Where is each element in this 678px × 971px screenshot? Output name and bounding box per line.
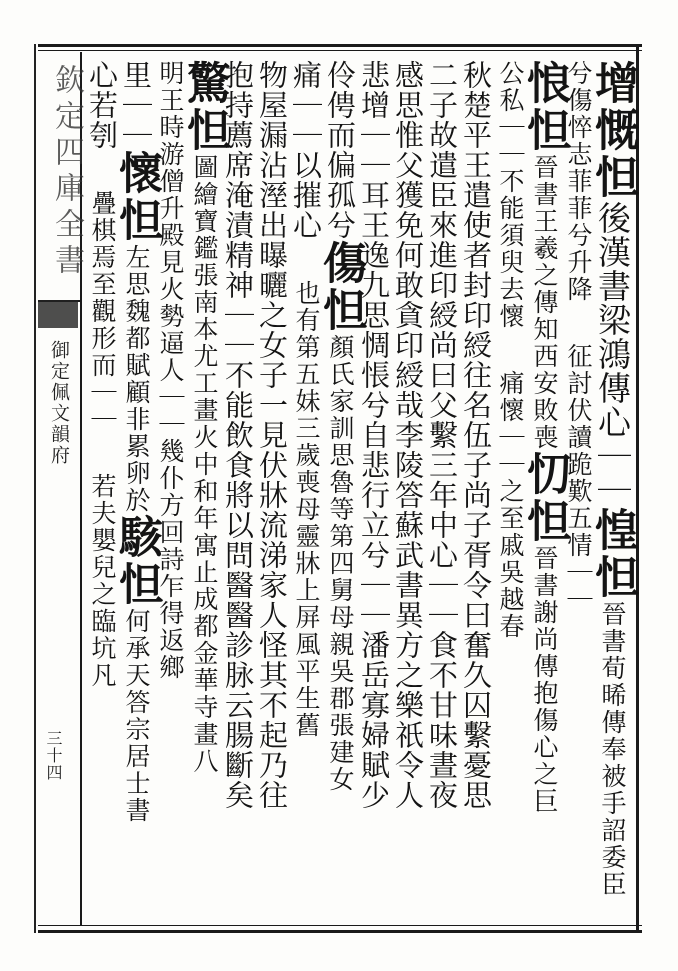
entry-headword: 怛 <box>111 561 162 608</box>
entry-text: 心若刳 <box>85 60 119 150</box>
fish-tail-mark <box>38 300 78 328</box>
left-border-rule <box>34 44 36 933</box>
entry-text: 物屋漏沾溼出曝曬之女子一見伏牀流涕家人怪其不起乃往 <box>255 60 289 810</box>
entry-headword: 悢 <box>519 60 570 107</box>
entry-text <box>83 433 122 473</box>
entry-headword: 怛 <box>519 498 570 545</box>
entry-text: 公私｜｜不能須臾去懷 <box>496 60 525 330</box>
entry-text: 感思惟父獲免何敢貪印綬哉李陵答蘇武書異方之樂祇令人 <box>391 60 425 810</box>
entry-text: 左思魏都賦顧非累卵於 <box>122 244 151 514</box>
bottom-border-rule <box>38 930 642 933</box>
entry-text: 若夫嬰兒之臨坑凡 <box>88 473 117 689</box>
entry-headword: 駭 <box>111 514 162 561</box>
margin-sub-title: 御定佩文韻府 <box>48 340 70 466</box>
entry-text: 也有第五妹三歲喪母靈牀上屏風平生舊 <box>292 280 321 739</box>
entry-text: 顏氏家訓思魯等第四舅母親吳郡張建女 <box>326 334 355 793</box>
entry-text: 晉書謝尚傳抱傷心之巨 <box>530 545 559 815</box>
entry-text: 何承天答宗居士書 <box>122 608 151 824</box>
entry-text: 痛懷｜｜之至戚吳越春 <box>496 370 525 640</box>
entry-headword: 忉 <box>519 451 570 498</box>
entry-headword: 怛 <box>111 197 162 244</box>
text-column <box>80 60 124 689</box>
entry-text: 抱持薦席淹漬精神｜｜不能飲食將以問醫醫診脉云腸斷矣 <box>221 60 255 810</box>
top-inner-rule <box>38 50 642 51</box>
entry-headword: 惶 <box>587 507 638 554</box>
entry-text: 後漢書梁鴻傳心｜｜ <box>593 201 632 507</box>
entry-text: 晉書荀晞傳奉被手詔委臣 <box>598 601 627 898</box>
bottom-inner-rule <box>38 925 642 926</box>
entry-text: 悲增｜｜耳王逸九思惆悵兮自悲行立兮｜｜潘岳寡婦賦少 <box>357 60 391 810</box>
entry-headword: 怛 <box>519 107 570 154</box>
entry-text: 明王時游僧升殿見火勢逼人｜｜幾仆方回詩乍得返鄉 <box>156 60 185 681</box>
entry-text: 里｜｜ <box>119 60 153 150</box>
entry-text <box>83 150 122 190</box>
entry-headword: 怛 <box>587 554 638 601</box>
entry-headword: 怛 <box>315 287 366 334</box>
entry-headword: 傷 <box>315 240 366 287</box>
entry-text: 疊棋焉至觀形而｜｜ <box>88 190 117 433</box>
entry-headword: 怛 <box>587 154 638 201</box>
entry-headword: 增慨 <box>587 60 638 154</box>
top-border-rule <box>38 44 642 47</box>
entry-text: 圖繪寶鑑張南本尤工畫火中和年寓止成都金華寺畫八 <box>190 154 219 775</box>
entry-text: 秋楚平王遣使者封印綬往名伍子尚子胥令曰奮久囚繫憂思 <box>459 60 493 810</box>
entry-text: 痛｜｜以摧心 <box>289 60 323 240</box>
margin-book-title: 欽定四庫全書 <box>49 64 84 280</box>
entry-text: 二子故遣臣來進印綬尚曰父繫三年中心｜｜食不甘味晝夜 <box>425 60 459 810</box>
entry-headword: 怛 <box>179 107 230 154</box>
entry-headword: 驚 <box>179 60 230 107</box>
page-number: 三十四 <box>44 730 63 781</box>
entry-headword: 懷 <box>111 150 162 197</box>
entry-text: 伶俜而偏孤兮 <box>323 60 357 240</box>
entry-text: 兮傷悴志菲菲兮升降 <box>564 60 593 303</box>
entry-text: 征討伏讀跪歎五情｜｜ <box>564 343 593 613</box>
entry-text: 晉書王羲之傳知西安敗喪 <box>530 154 559 451</box>
